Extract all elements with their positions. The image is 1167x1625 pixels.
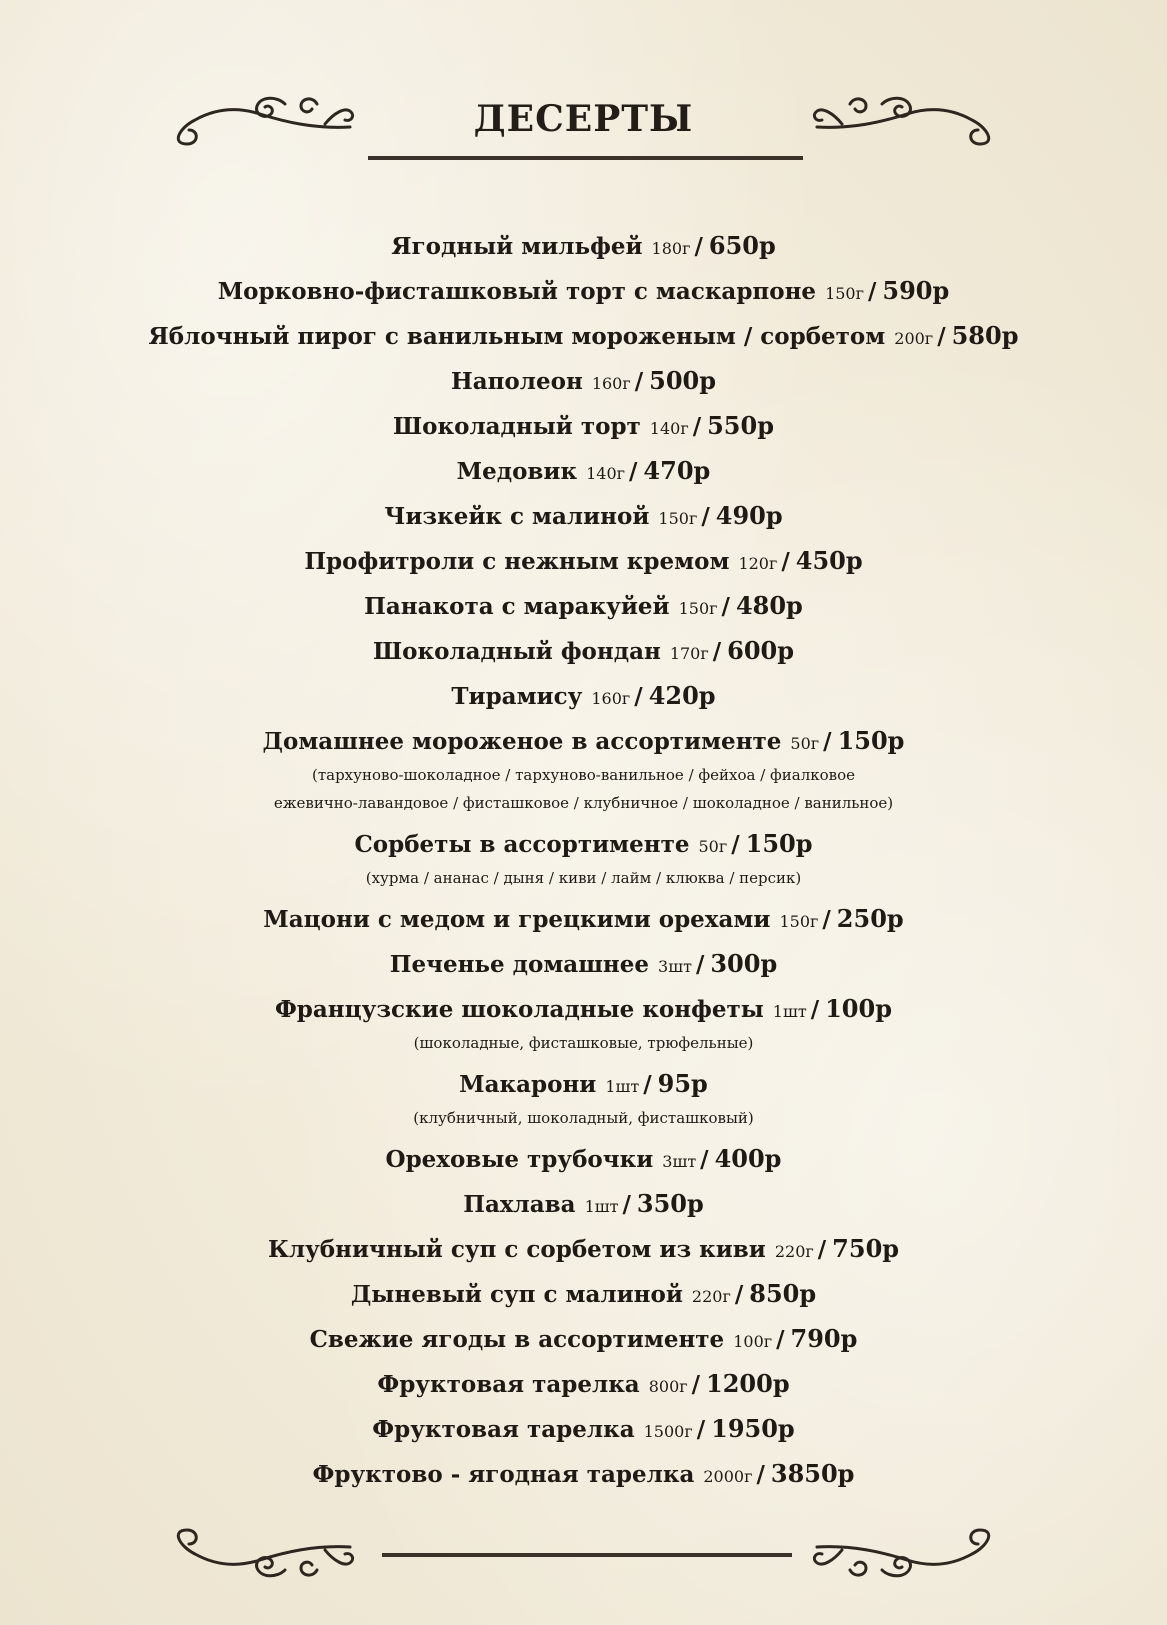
separator-slash: / — [823, 728, 832, 755]
menu-item-line — [0, 1318, 1167, 1363]
item-name: Ягодный мильфей — [391, 233, 643, 260]
menu-item — [0, 1138, 1167, 1183]
separator-slash: / — [810, 996, 820, 1023]
item-name: Медовик — [456, 458, 578, 485]
item-weight: 200г — [894, 329, 934, 348]
item-name: Фруктовая тарелка — [377, 1371, 640, 1398]
item-name: Мацони с медом и грецкими орехами — [263, 906, 771, 933]
item-price: 600р — [727, 636, 795, 665]
item-price: 1200р — [706, 1369, 790, 1398]
item-price: 150р — [745, 829, 813, 858]
menu-item-line — [0, 1408, 1167, 1453]
menu-item-line — [0, 1453, 1167, 1498]
item-name: Шоколадный фондан — [372, 638, 661, 665]
separator-slash: / — [867, 278, 877, 305]
title-divider — [368, 156, 803, 160]
item-price: 470р — [643, 456, 711, 485]
menu-item — [0, 720, 1167, 819]
item-weight: 100г — [733, 1332, 773, 1351]
page-title: ДЕСЕРТЫ — [473, 98, 694, 140]
menu-item-line — [0, 405, 1167, 450]
item-price: 590р — [882, 276, 950, 305]
item-name: Дыневый суп с малиной — [350, 1281, 683, 1308]
item-price: 450р — [795, 546, 863, 575]
item-name: Чизкейк с малиной — [384, 503, 650, 530]
item-description: ежевично-лавандовое / фисташковое / клубничное / шоколадное / ванильное) — [273, 794, 894, 812]
menu-item — [0, 540, 1167, 585]
item-name: Французские шоколадные конфеты — [274, 996, 764, 1023]
item-weight: 150г — [825, 284, 864, 303]
menu-item — [0, 675, 1167, 720]
separator-slash: / — [691, 1371, 701, 1398]
scroll-flourish-icon — [165, 1520, 355, 1582]
separator-slash: / — [634, 683, 643, 710]
menu-item-line — [0, 630, 1167, 675]
menu-item-line — [0, 1138, 1167, 1183]
menu-item — [0, 630, 1167, 675]
item-price: 580р — [951, 321, 1019, 350]
footer-divider — [382, 1553, 792, 1557]
menu-item-line — [0, 898, 1167, 943]
item-price: 550р — [707, 411, 774, 440]
item-weight: 140г — [649, 419, 689, 438]
item-name: Сорбеты в ассортименте — [354, 831, 690, 858]
menu-item-line — [0, 1273, 1167, 1318]
dessert-menu-list — [0, 225, 1167, 1498]
menu-item — [0, 1318, 1167, 1363]
menu-item-line — [0, 943, 1167, 988]
item-price: 350р — [636, 1189, 704, 1218]
separator-slash: / — [643, 1071, 652, 1098]
menu-item — [0, 1453, 1167, 1498]
item-name: Яблочный пирог с ванильным мороженым / сорбетом — [148, 323, 886, 350]
item-name: Тирамису — [451, 683, 583, 710]
menu-item — [0, 1183, 1167, 1228]
separator-slash: / — [695, 951, 705, 978]
item-price: 490р — [715, 501, 783, 530]
item-price: 650р — [708, 231, 776, 260]
item-weight: 140г — [586, 464, 626, 483]
item-weight: 800г — [648, 1377, 688, 1396]
item-name: Профитроли с нежным кремом — [304, 548, 730, 575]
item-weight: 1шт — [772, 1002, 807, 1021]
menu-item — [0, 315, 1167, 360]
item-weight: 50г — [790, 734, 820, 753]
separator-slash: / — [776, 1326, 785, 1353]
item-price: 500р — [649, 366, 717, 395]
menu-item — [0, 225, 1167, 270]
menu-item-line — [0, 225, 1167, 270]
item-price: 100р — [825, 994, 892, 1023]
menu-item — [0, 1273, 1167, 1318]
menu-item-line — [0, 1228, 1167, 1273]
menu-item — [0, 1063, 1167, 1134]
item-weight: 1шт — [605, 1077, 640, 1096]
separator-slash: / — [634, 368, 644, 395]
item-weight: 150г — [658, 509, 698, 528]
menu-item-line — [0, 495, 1167, 540]
item-weight: 50г — [698, 837, 728, 856]
item-name: Фруктово - ягодная тарелка — [312, 1461, 695, 1488]
item-name: Морковно-фисташковый торт с маскарпоне — [217, 278, 817, 305]
item-name: Клубничный суп с сорбетом из киви — [267, 1236, 766, 1263]
item-name: Макарони — [459, 1071, 597, 1098]
item-name: Фруктовая тарелка — [372, 1416, 635, 1443]
item-description: (клубничный, шоколадный, фисташковый) — [413, 1109, 754, 1127]
separator-slash: / — [629, 458, 638, 485]
item-name: Ореховые трубочки — [385, 1146, 654, 1173]
menu-item-line — [0, 450, 1167, 495]
item-name: Домашнее мороженое в ассортименте — [262, 728, 782, 755]
menu-item-line — [0, 315, 1167, 360]
menu-item-line — [0, 675, 1167, 720]
separator-slash: / — [701, 503, 710, 530]
item-description: (хурма / ананас / дыня / киви / лайм / клюква / персик) — [365, 869, 802, 887]
separator-slash: / — [712, 638, 722, 665]
item-price: 95р — [657, 1069, 708, 1098]
menu-item — [0, 585, 1167, 630]
separator-slash: / — [817, 1236, 827, 1263]
item-price: 420р — [648, 681, 716, 710]
menu-item — [0, 1363, 1167, 1408]
menu-item — [0, 270, 1167, 315]
item-price: 850р — [749, 1279, 817, 1308]
item-description: (тархуново-шоколадное / тархуново-ванильное / фейхоа / фиалковое — [311, 766, 856, 784]
menu-item — [0, 898, 1167, 943]
separator-slash: / — [694, 233, 703, 260]
item-name: Свежие ягоды в ассортименте — [309, 1326, 725, 1353]
menu-item-line — [0, 360, 1167, 405]
menu-item — [0, 943, 1167, 988]
item-weight: 150г — [779, 912, 819, 931]
item-weight: 160г — [591, 689, 631, 708]
menu-item — [0, 1228, 1167, 1273]
item-price: 750р — [832, 1234, 900, 1263]
item-weight: 160г — [591, 374, 631, 393]
item-weight: 150г — [678, 599, 718, 618]
menu-item — [0, 988, 1167, 1059]
item-weight: 120г — [738, 554, 778, 573]
item-weight: 2000г — [703, 1467, 753, 1486]
item-name: Шоколадный торт — [392, 413, 641, 440]
menu-item-line — [0, 1183, 1167, 1228]
item-weight: 220г — [774, 1242, 814, 1261]
scroll-flourish-icon — [812, 1520, 1002, 1582]
item-weight: 3шт — [658, 957, 692, 976]
separator-slash: / — [696, 1416, 706, 1443]
item-price: 150р — [837, 726, 905, 755]
separator-slash: / — [731, 831, 740, 858]
separator-slash: / — [822, 906, 831, 933]
separator-slash: / — [734, 1281, 744, 1308]
item-name: Пахлава — [463, 1191, 576, 1218]
item-name: Наполеон — [450, 368, 583, 395]
item-name: Панакота с маракуйей — [364, 593, 670, 620]
item-weight: 1500г — [643, 1422, 693, 1441]
menu-item-line — [0, 270, 1167, 315]
menu-item — [0, 360, 1167, 405]
separator-slash: / — [692, 413, 702, 440]
menu-item — [0, 1408, 1167, 1453]
separator-slash: / — [622, 1191, 631, 1218]
item-price: 300р — [710, 949, 778, 978]
menu-item-line — [0, 585, 1167, 630]
separator-slash: / — [781, 548, 790, 575]
item-weight: 180г — [651, 239, 691, 258]
item-weight: 3шт — [662, 1152, 697, 1171]
item-weight: 1шт — [584, 1197, 619, 1216]
item-price: 480р — [735, 591, 803, 620]
item-price: 3850р — [770, 1459, 855, 1488]
item-price: 790р — [790, 1324, 858, 1353]
menu-item-line — [0, 1363, 1167, 1408]
separator-slash: / — [700, 1146, 709, 1173]
menu-item — [0, 405, 1167, 450]
separator-slash: / — [937, 323, 946, 350]
menu-item — [0, 823, 1167, 894]
item-weight: 220г — [691, 1287, 731, 1306]
item-description: (шоколадные, фисташковые, трюфельные) — [413, 1034, 754, 1052]
separator-slash: / — [721, 593, 730, 620]
item-price: 400р — [714, 1144, 782, 1173]
separator-slash: / — [756, 1461, 765, 1488]
menu-item — [0, 450, 1167, 495]
item-name: Печенье домашнее — [389, 951, 650, 978]
menu-item-line — [0, 540, 1167, 585]
item-price: 1950р — [711, 1414, 795, 1443]
item-weight: 170г — [669, 644, 709, 663]
menu-item — [0, 495, 1167, 540]
item-price: 250р — [836, 904, 904, 933]
